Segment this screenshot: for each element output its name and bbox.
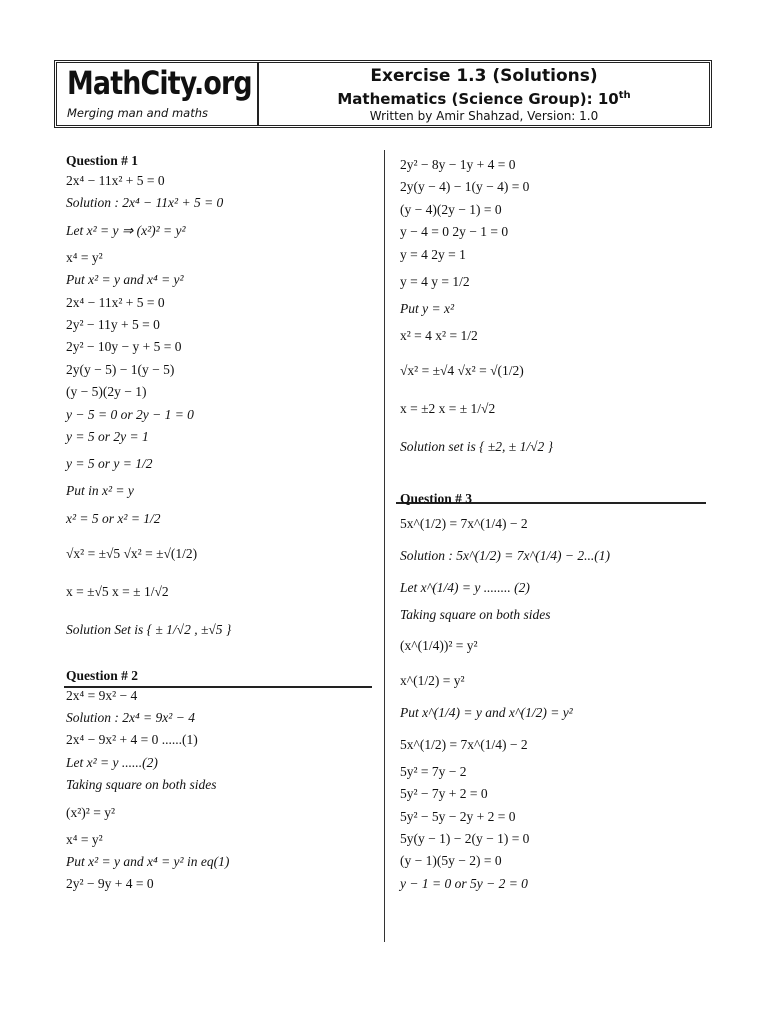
equation-line: x^(1/2) = y²: [400, 672, 465, 688]
equation-line: 5x^(1/2) = 7x^(1/4) − 2: [400, 736, 528, 752]
subject-title: [259, 86, 709, 109]
left-column: [66, 152, 371, 896]
equation-line: Put in x² = y: [66, 483, 134, 499]
question-1-solution: [66, 170, 371, 649]
equation-line: √x² = ±√5 √x² = ±√(1/2): [66, 545, 198, 561]
question-2-continued: [400, 154, 705, 466]
question-3-heading: Question # 3: [400, 491, 473, 507]
equation-line: Solution : 2x⁴ = 9x² − 4: [66, 710, 195, 726]
question-2-heading: Question # 2: [66, 667, 139, 683]
site-tagline: Merging man and maths: [67, 106, 208, 120]
equation-line: 5y² − 7y + 2 = 0: [400, 786, 488, 802]
equation-line: x² = 4 x² = 1/2: [400, 328, 478, 344]
equation-line: (y − 5)(2y − 1): [66, 384, 147, 400]
equation-line: 2x⁴ − 11x² + 5 = 0: [66, 294, 165, 310]
equation-line: 5y² − 5y − 2y + 2 = 0: [400, 808, 516, 824]
equation-line: Put y = x²: [400, 300, 455, 316]
equation-line: 2x⁴ − 11x² + 5 = 0: [66, 173, 165, 188]
equation-line: Solution Set is { ± 1/√2 , ±√5 }: [66, 621, 232, 637]
subject-superscript: th: [618, 90, 631, 101]
equation-line: y − 1 = 0 or 5y − 2 = 0: [400, 875, 528, 891]
equation-line: (y − 4)(2y − 1) = 0: [400, 201, 502, 217]
equation-line: 2y² − 11y + 5 = 0: [66, 316, 160, 332]
equation-line: (x^(1/4))² = y²: [400, 637, 478, 653]
title-cell: [259, 63, 709, 125]
equation-line: Solution : 5x^(1/2) = 7x^(1/4) − 2...(1): [400, 548, 610, 564]
equation-line: √x² = ±√4 √x² = √(1/2): [400, 363, 524, 379]
equation-line: y = 5 or 2y = 1: [66, 428, 149, 444]
equation-line: x⁴ = y²: [66, 831, 103, 847]
page-header: [54, 60, 712, 128]
equation-line: 5y(y − 1) − 2(y − 1) = 0: [400, 830, 530, 846]
equation-line: Let x^(1/4) = y ........ (2): [400, 580, 530, 596]
question-1-heading: Question # 1: [66, 153, 139, 168]
exercise-title: Exercise 1.3 (Solutions): [370, 66, 598, 86]
equation-line: Taking square on both sides: [66, 777, 217, 793]
equation-line: 2y(y − 5) − 1(y − 5): [66, 361, 175, 377]
equation-line: x² = 5 or x² = 1/2: [66, 510, 161, 526]
equation-line: 2x⁴ = 9x² − 4: [66, 687, 138, 703]
equation-line: 2y² − 8y − 1y + 4 = 0: [400, 157, 516, 172]
equation-line: y = 5 or y = 1/2: [66, 456, 153, 472]
equation-line: Put x² = y and x⁴ = y²: [66, 272, 184, 288]
equation-line: 2y² − 9y + 4 = 0: [66, 876, 154, 892]
site-logo: MathCity.org: [67, 64, 252, 102]
question-3-solution: [400, 508, 705, 895]
equation-line: y = 4 2y = 1: [400, 246, 466, 262]
equation-line: (x²)² = y²: [66, 804, 115, 820]
equation-line: Put x² = y and x⁴ = y² in eq(1): [66, 854, 230, 870]
right-column: [400, 154, 705, 895]
question-2-solution: [66, 685, 371, 896]
logo-cell: [57, 63, 259, 125]
column-divider: [384, 150, 385, 942]
equation-line: Taking square on both sides: [400, 607, 551, 623]
subject-text: Mathematics (Science Group): 10: [337, 90, 619, 108]
equation-line: 2y(y − 4) − 1(y − 4) = 0: [400, 179, 530, 195]
equation-line: x = ±2 x = ± 1/√2: [400, 401, 496, 417]
equation-line: x⁴ = y²: [66, 249, 103, 265]
equation-line: Solution set is { ±2, ± 1/√2 }: [400, 439, 554, 455]
equation-line: 2x⁴ − 9x² + 4 = 0 ......(1): [66, 732, 198, 748]
equation-line: Solution : 2x⁴ − 11x² + 5 = 0: [66, 195, 224, 211]
equation-line: x = ±√5 x = ± 1/√2: [66, 583, 169, 599]
equation-line: (y − 1)(5y − 2) = 0: [400, 853, 502, 869]
equation-line: 5x^(1/2) = 7x^(1/4) − 2: [400, 516, 528, 532]
equation-line: Let x² = y ⇒ (x²)² = y²: [66, 222, 186, 238]
equation-line: Let x² = y ......(2): [66, 754, 158, 770]
equation-line: y = 4 y = 1/2: [400, 273, 470, 289]
equation-line: Put x^(1/4) = y and x^(1/2) = y²: [400, 704, 573, 720]
equation-line: y − 4 = 0 2y − 1 = 0: [400, 224, 509, 240]
equation-line: 5y² = 7y − 2: [400, 763, 467, 779]
equation-line: 2y² − 10y − y + 5 = 0: [66, 339, 182, 355]
author-line: Written by Amir Shahzad, Version: 1.0: [369, 109, 599, 123]
equation-line: y − 5 = 0 or 2y − 1 = 0: [66, 406, 194, 422]
